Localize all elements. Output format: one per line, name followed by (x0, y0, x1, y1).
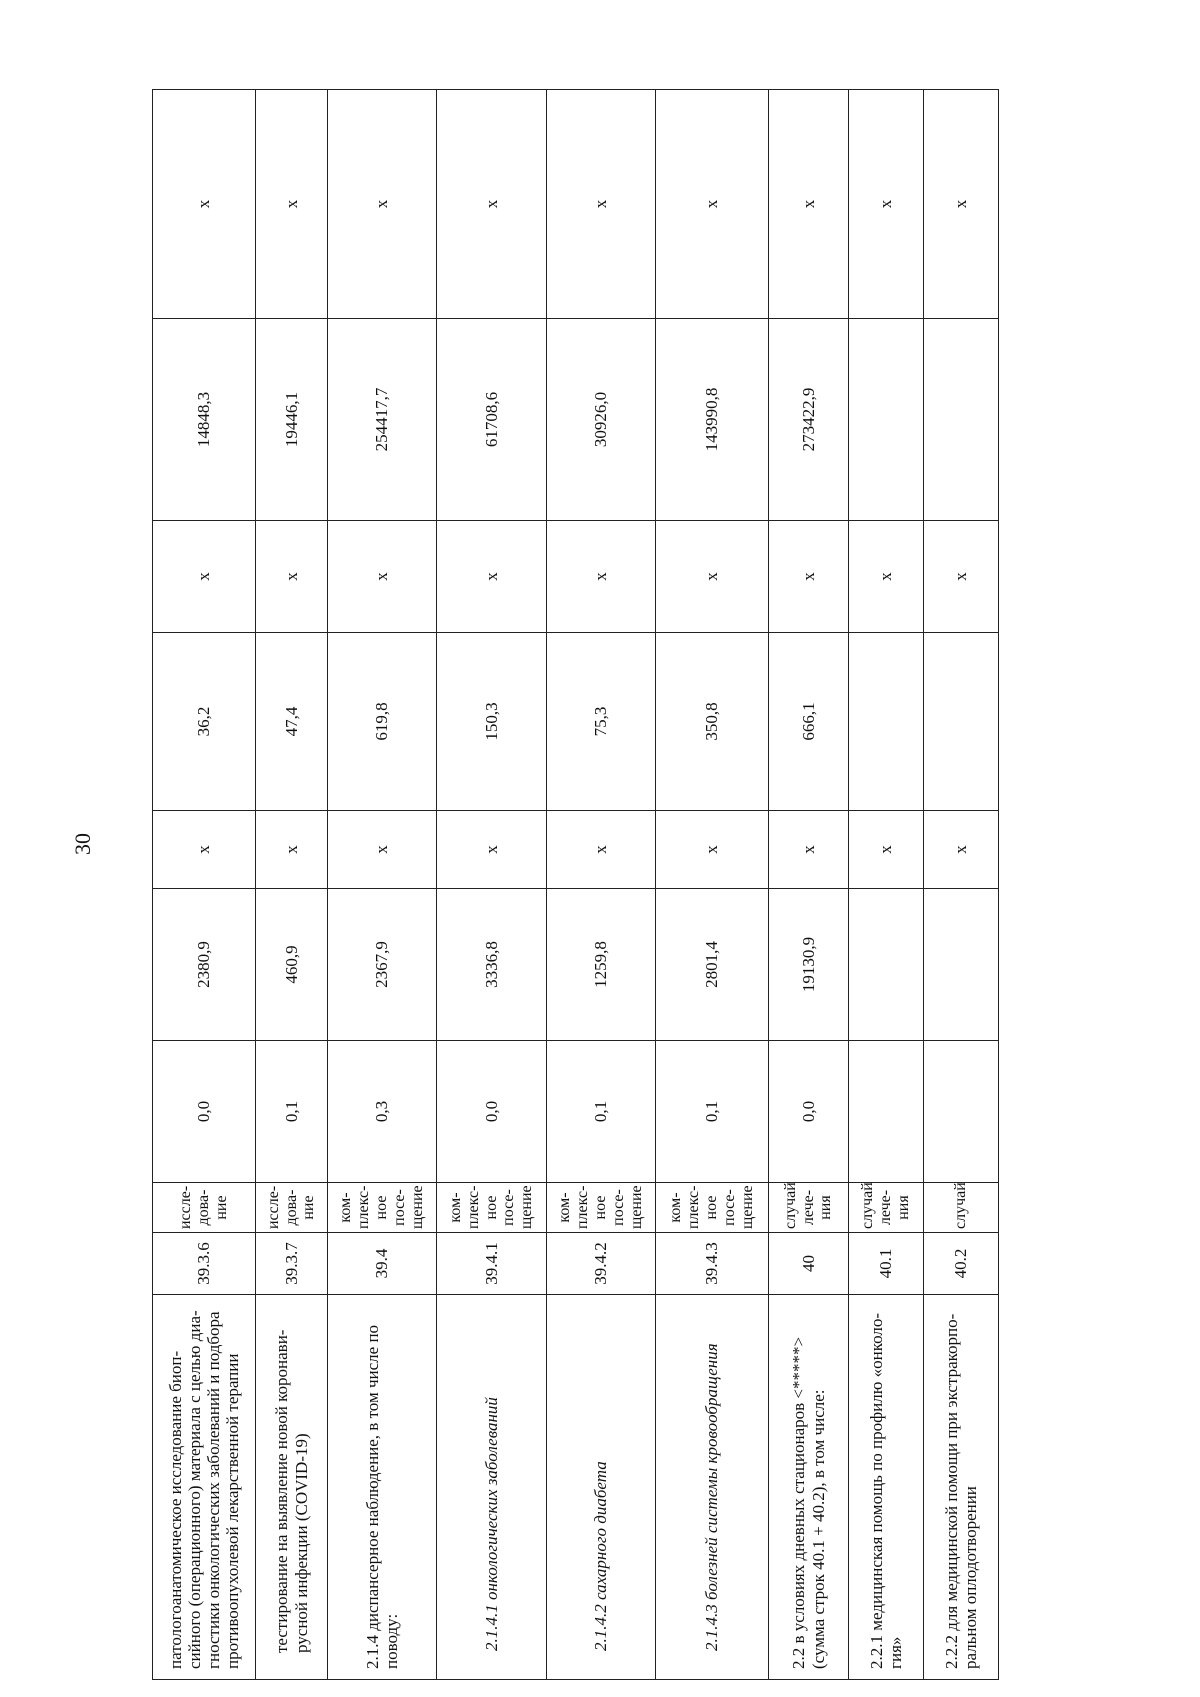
row-number-cell: 39.3.7 (256, 1233, 328, 1295)
unit-cell: случай лече-ния (769, 1183, 849, 1233)
value-cell (924, 633, 999, 811)
value-cell: 61708,6 (437, 319, 547, 521)
row-number-cell: 40 (769, 1233, 849, 1295)
value-cell: х (769, 811, 849, 889)
row-name-cell: 2.1.4.2 сахарного диабета (547, 1295, 656, 1680)
value-cell: х (437, 521, 547, 633)
value-cell: 666,1 (769, 633, 849, 811)
value-cell: 2367,9 (328, 889, 437, 1041)
value-cell: 2380,9 (153, 889, 256, 1041)
value-cell (849, 1041, 924, 1183)
value-cell: х (849, 90, 924, 319)
value-cell: 460,9 (256, 889, 328, 1041)
row-name-cell: 2.2.1 медицинская помощь по профилю «онколо-гия» (849, 1295, 924, 1680)
unit-cell: ком-плекс-ное посе-щение (547, 1183, 656, 1233)
value-cell: х (547, 90, 656, 319)
row-name-cell: 2.1.4.1 онкологических заболеваний (437, 1295, 547, 1680)
value-cell: х (849, 521, 924, 633)
row-name-cell: 2.1.4.3 болезней системы кровообращения (656, 1295, 769, 1680)
table-row (547, 90, 656, 1680)
row-number-cell: 40.2 (924, 1233, 999, 1295)
row-name-cell: тестирование на выявление новой коронави-русной инфекции (COVID-19) (256, 1295, 328, 1680)
value-cell: 3336,8 (437, 889, 547, 1041)
row-name-cell: 2.2 в условиях дневных стационаров <*****> (сумма строк 40.1 + 40.2), в том числе: (769, 1295, 849, 1680)
unit-cell: иссле-дова-ние (153, 1183, 256, 1233)
value-cell: 0,1 (256, 1041, 328, 1183)
value-cell: х (437, 90, 547, 319)
table-row (769, 90, 849, 1680)
row-number-cell: 40.1 (849, 1233, 924, 1295)
table-row (656, 90, 769, 1680)
value-cell (849, 633, 924, 811)
value-cell: х (153, 90, 256, 319)
value-cell: х (437, 811, 547, 889)
value-cell: 75,3 (547, 633, 656, 811)
value-cell: х (924, 811, 999, 889)
value-cell: 254417,7 (328, 319, 437, 521)
value-cell: х (328, 90, 437, 319)
unit-cell: случай лече-ния (849, 1183, 924, 1233)
value-cell: 47,4 (256, 633, 328, 811)
value-cell: х (256, 811, 328, 889)
table-row (437, 90, 547, 1680)
value-cell: 0,0 (769, 1041, 849, 1183)
unit-cell: ком-плекс-ное посе-щение (656, 1183, 769, 1233)
value-cell: х (924, 90, 999, 319)
unit-cell: ком-плекс-ное посе-щение (437, 1183, 547, 1233)
value-cell: х (656, 521, 769, 633)
table-row (153, 90, 256, 1680)
financing-table (152, 89, 999, 1680)
table-row (328, 90, 437, 1680)
table-row (924, 90, 999, 1680)
value-cell (924, 319, 999, 521)
row-number-cell: 39.4.1 (437, 1233, 547, 1295)
value-cell: 0,1 (656, 1041, 769, 1183)
value-cell: х (924, 521, 999, 633)
value-cell: х (153, 811, 256, 889)
rotated-table-container (152, 90, 998, 1680)
value-cell: 0,1 (547, 1041, 656, 1183)
unit-cell: ком-плекс-ное посе-щение (328, 1183, 437, 1233)
value-cell: х (547, 811, 656, 889)
row-number-cell: 39.4.3 (656, 1233, 769, 1295)
value-cell: 619,8 (328, 633, 437, 811)
value-cell: 150,3 (437, 633, 547, 811)
row-name-cell: 2.1.4 диспансерное наблюдение, в том числе по поводу: (328, 1295, 437, 1680)
value-cell: 0,0 (153, 1041, 256, 1183)
value-cell: х (328, 521, 437, 633)
value-cell: х (849, 811, 924, 889)
value-cell: 14848,3 (153, 319, 256, 521)
unit-cell: иссле-дова-ние (256, 1183, 328, 1233)
value-cell: 0,0 (437, 1041, 547, 1183)
table-row (849, 90, 924, 1680)
value-cell (924, 889, 999, 1041)
value-cell: 2801,4 (656, 889, 769, 1041)
row-number-cell: 39.3.6 (153, 1233, 256, 1295)
row-number-cell: 39.4.2 (547, 1233, 656, 1295)
value-cell: 19130,9 (769, 889, 849, 1041)
value-cell: 0,3 (328, 1041, 437, 1183)
value-cell (849, 319, 924, 521)
unit-cell: случай (924, 1183, 999, 1233)
value-cell: х (656, 90, 769, 319)
value-cell (924, 1041, 999, 1183)
value-cell: х (328, 811, 437, 889)
value-cell: х (256, 521, 328, 633)
value-cell: х (656, 811, 769, 889)
value-cell: 350,8 (656, 633, 769, 811)
row-name-cell: патологоанатомическое исследование биоп-сийного (операционного) материала с целью диа-гностики онкологических заболеваний и подбора противоопухолевой лекарственной терапии (153, 1295, 256, 1680)
value-cell: 273422,9 (769, 319, 849, 521)
value-cell: 30926,0 (547, 319, 656, 521)
value-cell: 1259,8 (547, 889, 656, 1041)
value-cell: 36,2 (153, 633, 256, 811)
value-cell: х (769, 521, 849, 633)
page-number: 30 (70, 833, 95, 855)
value-cell: 143990,8 (656, 319, 769, 521)
value-cell: х (256, 90, 328, 319)
table-row (256, 90, 328, 1680)
value-cell: х (547, 521, 656, 633)
row-number-cell: 39.4 (328, 1233, 437, 1295)
value-cell: 19446,1 (256, 319, 328, 521)
value-cell (849, 889, 924, 1041)
value-cell: х (769, 90, 849, 319)
value-cell: х (153, 521, 256, 633)
row-name-cell: 2.2.2 для медицинской помощи при экстракорпо-ральном оплодотворении (924, 1295, 999, 1680)
